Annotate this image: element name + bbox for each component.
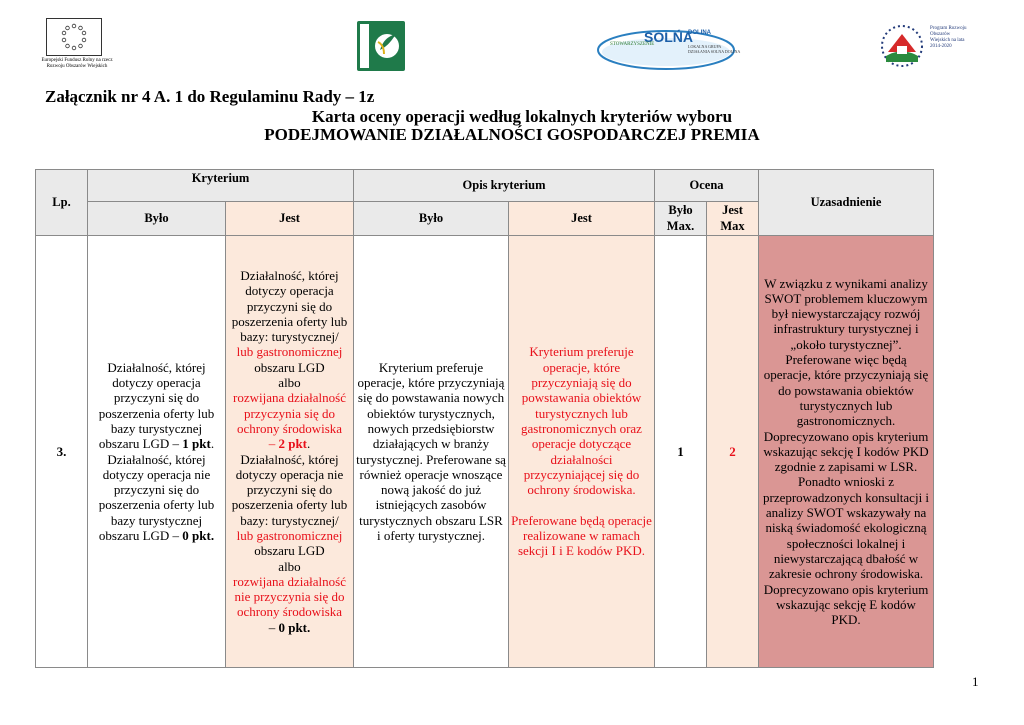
- logo-bar: [0, 0, 1024, 80]
- header-bylo-max-line2: Max.: [666, 218, 695, 233]
- leader-logo: [356, 20, 406, 72]
- card-title: Karta oceny operacji według lokalnych kryteriów wyboru: [311, 107, 733, 126]
- cell-opis-jest: Kryterium preferuje operacje, które przyczyniają się do powstawania obiektów turystycznych lub gastronomicznych oraz operacje dotyczące działalności przyczyniającej się do ochrony środowiska. Preferowane będą operacje realizowane w ramach sekcji I i E kodów PKD.: [509, 236, 655, 668]
- cell-bylo-max: 1: [655, 236, 707, 668]
- header-bylo-max: [655, 202, 707, 236]
- eu-caption: Europejski Fundusz Rolny na rzecz Rozwoju Obszarów Wiejskich: [41, 58, 113, 69]
- cell-uzasadnienie: W związku z wynikami analizy SWOT problemem kluczowym był niewystarczający rozwój infrastruktury turystycznej i „około turystycznej”. Preferowane więc będą operacje, które przyczyniają się do powstawania obiektów turystycznych lub gastronomicznych. Doprecyzowano opis kryterium wskazując sekcję I kodów PKD zgodnie z zapisami w LSR. Ponadto wnioski z przeprowadzonych konsultacji i analizy SWOT wskazywały na niską świadomość ekologiczną społeczności lokalnej i niewystarczającą dbałość w zakresie ochrony środowiska. Doprecyzowano opis kryterium wskazując sekcję E kodów PKD.: [759, 236, 934, 668]
- section-title: PODEJMOWANIE DZIAŁALNOŚCI GOSPODARCZEJ PREMIA: [264, 125, 760, 144]
- header-lp: Lp.: [36, 170, 88, 236]
- header-opis-bylo: Było: [354, 202, 509, 236]
- cell-kryterium-jest: Działalność, której dotyczy operacja przyczyni się do poszerzenia oferty lub bazy: turystycznej/ lub gastronomicznej obszaru LGD albo rozwijana działalność przyczynia się do ochrony środowiska – 2 pkt. Działalność, której dotyczy operacja nie przyczyni się do poszerzenia oferty lub bazy: turystycznej/ lub gastronomicznej obszaru LGD albo rozwijana działalność nie przyczynia się do ochrony środowiska – 0 pkt.: [226, 236, 354, 668]
- page-number: 1: [972, 674, 979, 689]
- header-bylo-max-line1: Było: [668, 203, 693, 218]
- solna-sub: DOLINA: [688, 30, 711, 36]
- header-kryterium: Kryterium: [88, 170, 354, 202]
- criteria-table: [35, 169, 934, 668]
- cell-kryterium-bylo: Działalność, której dotyczy operacja przyczyni się do poszerzenia oferty lub bazy turystycznej obszaru LGD – 1 pkt. Działalność, której dotyczy operacja nie przyczyni się do poszerzenia oferty lub bazy turystycznej obszaru LGD – 0 pkt.: [88, 236, 226, 668]
- cell-opis-bylo: Kryterium preferuje operacje, które przyczyniają się do powstawania nowych obiektów turystycznych, nowych przedsiębiorstw działających w branży turystycznej. Preferowane są również operacje wnoszące nową jakość do już istniejących zasobów turystycznych obszaru LSR i oferty turystycznej.: [354, 236, 509, 668]
- header-opis-jest: Jest: [509, 202, 655, 236]
- header-jest-max-line1: Jest: [722, 203, 743, 218]
- solna-dolina-logo: [596, 24, 746, 72]
- header-ocena: Ocena: [655, 170, 759, 202]
- header-uzasadnienie: Uzasadnienie: [759, 170, 934, 236]
- solna-name: SOLŃA: [644, 29, 693, 45]
- prow-logo: [878, 22, 968, 70]
- eu-logo: [38, 16, 118, 72]
- header-kryterium-bylo: Było: [88, 202, 226, 236]
- prow-caption: Program Rozwoju Obszarów Wiejskich na lata 2014-2020: [930, 26, 967, 49]
- solna-desc: LOKALNA GRUPA DZIAŁANIA SOLNA DOLINA: [688, 44, 741, 54]
- cell-lp: 3.: [36, 236, 88, 668]
- header-jest-max-line2: Max: [720, 218, 745, 233]
- solna-caption: STOWARZYSZENIE: [610, 42, 655, 47]
- header-opis: Opis kryterium: [354, 170, 655, 202]
- attachment-title: Załącznik nr 4 A. 1 do Regulaminu Rady – 1z: [45, 87, 375, 106]
- header-jest-max: [707, 202, 759, 236]
- header-kryterium-jest: Jest: [226, 202, 354, 236]
- table-header-row-1: [36, 170, 934, 202]
- eu-flag-icon: [46, 18, 102, 56]
- cell-jest-max: 2: [707, 236, 759, 668]
- table-row: [36, 236, 934, 668]
